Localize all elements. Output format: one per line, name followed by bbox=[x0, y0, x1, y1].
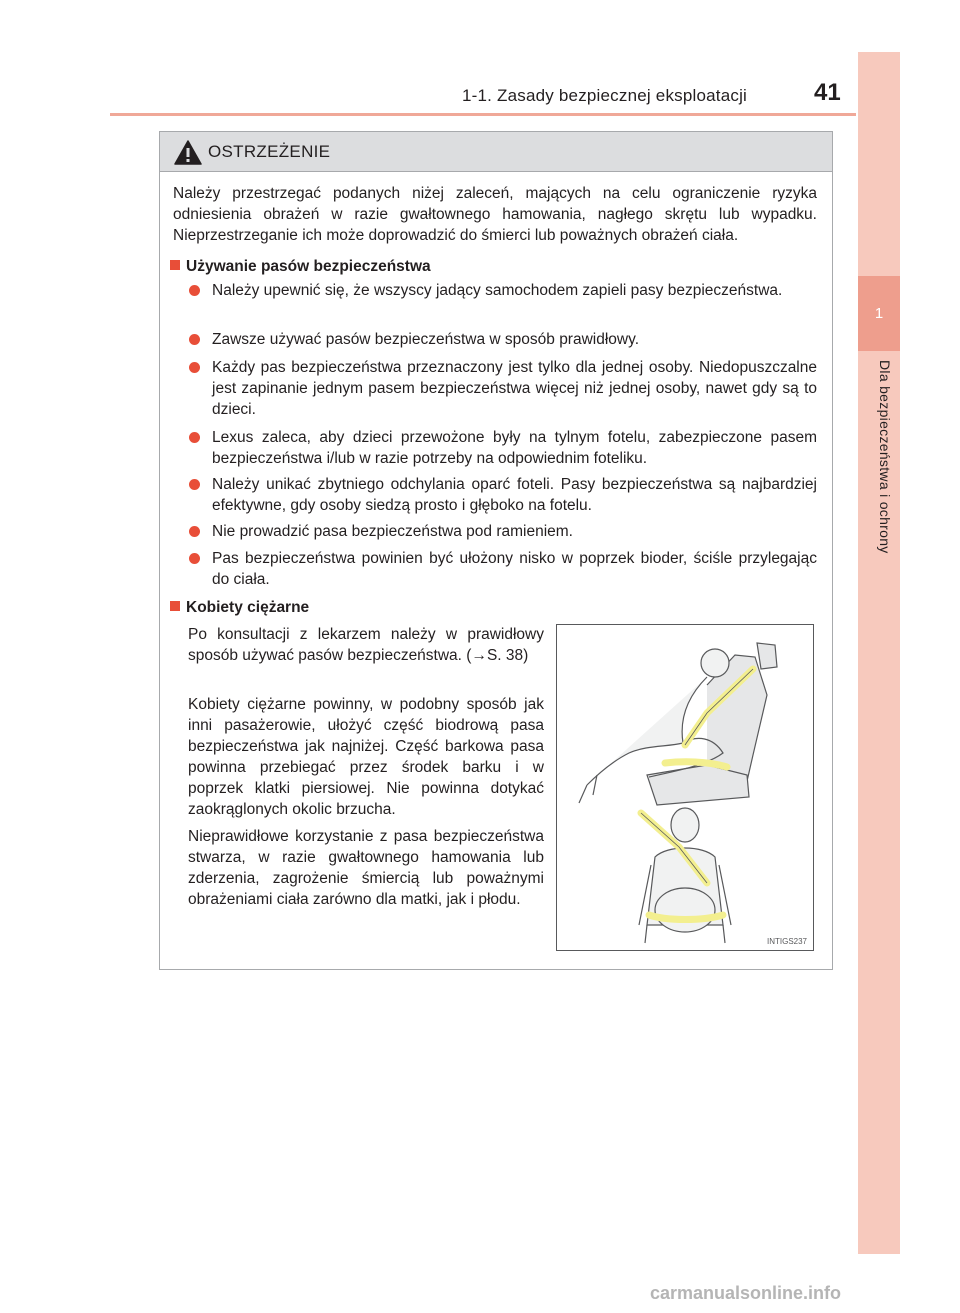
bullet-item bbox=[189, 521, 817, 542]
bullet-dot-icon bbox=[189, 479, 200, 490]
chapter-number: 1 bbox=[874, 305, 884, 322]
pregnant-seatbelt-illustration bbox=[556, 624, 814, 951]
warning-intro: Należy przestrzegać podanych niżej zaleceń, mających na celu ograniczenie ryzyka odniesienia obrażeń w razie gwałtownego hamowania, nagłego skrętu lub wypadku. Nieprzestrzeganie ich może doprowadzić do śmierci lub poważnych obrażeń ciała. bbox=[173, 185, 817, 244]
warning-header bbox=[160, 132, 832, 172]
bullet-dot-icon bbox=[189, 526, 200, 537]
bullet-item bbox=[189, 548, 817, 590]
section-heading-text: Używanie pasów bezpieczeństwa bbox=[186, 258, 431, 275]
section-title: 1-1. Zasady bezpiecznej eksploatacji bbox=[462, 86, 748, 105]
bullet-dot-icon bbox=[189, 553, 200, 564]
chapter-title: Dla bezpieczeństwa i ochrony bbox=[877, 360, 893, 554]
bullet-item bbox=[189, 474, 817, 516]
chapter-side-band bbox=[858, 52, 900, 1254]
bullet-item bbox=[189, 329, 817, 350]
seatbelt-drawing bbox=[557, 625, 813, 950]
warning-title: OSTRZEŻENIE bbox=[208, 142, 331, 161]
header-divider bbox=[110, 113, 856, 116]
section-heading-text: Kobiety ciężarne bbox=[186, 599, 310, 616]
square-bullet-icon bbox=[170, 601, 180, 611]
bullet-text: Pas bezpieczeństwa powinien być ułożony nisko w poprzek bioder, ściśle przylegając do ciała. bbox=[212, 550, 817, 588]
bullet-text: Zawsze używać pasów bezpieczeństwa w sposób prawidłowy. bbox=[212, 331, 640, 348]
paragraph: Po konsultacji z lekarzem należy w prawidłowy sposób używać pasów bezpieczeństwa. (→S. 38) bbox=[188, 626, 544, 664]
bullet-dot-icon bbox=[189, 334, 200, 345]
bullet-dot-icon bbox=[189, 285, 200, 296]
illustration-code: INTIGS237 bbox=[766, 937, 807, 946]
paragraph: Kobiety ciężarne powinny, w podobny sposób jak inni pasażerowie, ułożyć część biodrową pasa bezpieczeństwa jak najniżej. Część barkowa pasa powinna przebiegać przez środek barku i w poprzek klatki piersiowej. Nie powinna dotykać zaokrąglonych okolic brzucha. bbox=[188, 696, 544, 818]
bullet-item bbox=[189, 427, 817, 469]
warning-box bbox=[159, 131, 833, 970]
bullet-text: Należy upewnić się, że wszyscy jadący samochodem zapieli pasy bezpieczeństwa. bbox=[212, 282, 783, 299]
paragraph: Nieprawidłowe korzystanie z pasa bezpieczeństwa stwarza, w razie gwałtownego hamowania lub zderzenia, zagrożenie śmiercią lub poważnymi obrażeniami ciała zarówno dla matki, jak i płodu. bbox=[188, 828, 544, 908]
page-number: 41 bbox=[814, 79, 841, 106]
bullet-text: Lexus zaleca, aby dzieci przewożone były na tylnym fotelu, zabezpieczone pasem bezpieczeństwa i/lub w razie potrzeby na odpowiednim foteliku. bbox=[212, 429, 817, 467]
bullet-text: Każdy pas bezpieczeństwa przeznaczony jest tylko dla jednej osoby. Niedopuszczalne jest zapinanie jednym pasem bezpieczeństwa więcej niż jednej osoby, nawet gdy są to dzieci. bbox=[212, 359, 817, 418]
bullet-dot-icon bbox=[189, 432, 200, 443]
bullet-item bbox=[189, 357, 817, 420]
section-heading-seatbelts bbox=[170, 256, 431, 277]
bullet-text: Należy unikać zbytniego odchylania oparć foteli. Pasy bezpieczeństwa są najbardziej efektywne, gdy osoby siedzą prosto i głęboko na fotelu. bbox=[212, 476, 817, 514]
section-heading-pregnant bbox=[170, 597, 309, 618]
bullet-text: Nie prowadzić pasa bezpieczeństwa pod ramieniem. bbox=[212, 523, 573, 540]
warning-triangle-icon bbox=[174, 140, 202, 165]
bullet-item bbox=[189, 280, 817, 301]
bullet-dot-icon bbox=[189, 362, 200, 373]
watermark: carmanualsonline.info bbox=[650, 1283, 842, 1303]
square-bullet-icon bbox=[170, 260, 180, 270]
